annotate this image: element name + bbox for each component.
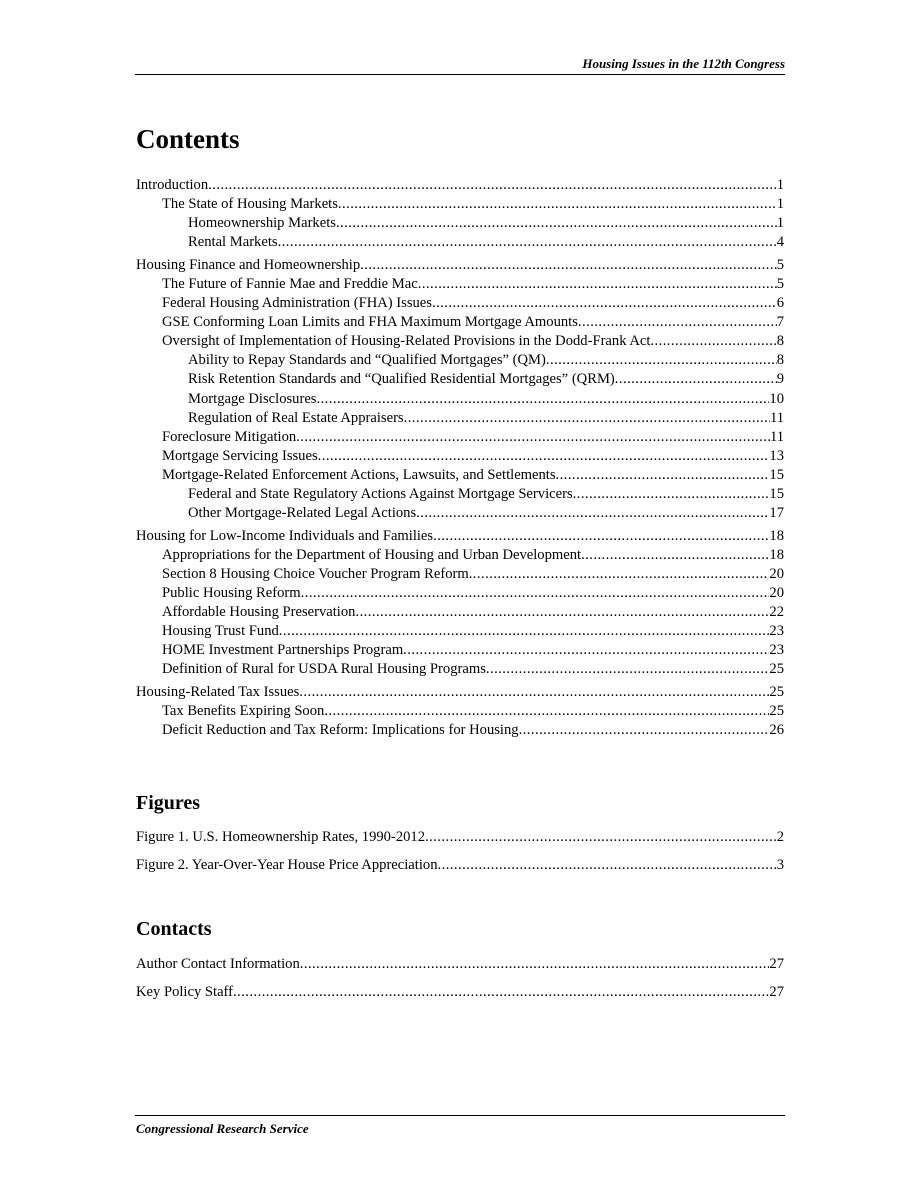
toc-entry[interactable] xyxy=(136,195,784,214)
toc-entry-page-number: 25 xyxy=(769,703,784,720)
toc-entry-label: Mortgage Servicing Issues xyxy=(162,447,318,464)
toc-entry[interactable] xyxy=(136,721,784,740)
dot-leader xyxy=(360,256,777,275)
toc-entry[interactable] xyxy=(136,447,784,466)
toc-entry-page-number: 6 xyxy=(776,295,784,312)
toc-entry[interactable] xyxy=(136,584,784,603)
toc-entry[interactable] xyxy=(136,275,784,294)
dot-leader xyxy=(432,294,777,313)
toc-entry[interactable] xyxy=(136,683,784,702)
dot-leader xyxy=(425,823,777,851)
dot-leader xyxy=(486,660,770,679)
toc-entry[interactable] xyxy=(136,332,784,351)
toc-entry-label: Deficit Reduction and Tax Reform: Implications for Housing xyxy=(162,722,519,739)
toc-entry[interactable] xyxy=(136,603,784,622)
toc-entry-label: Risk Retention Standards and “Qualified Residential Mortgages” (QRM) xyxy=(188,371,615,388)
toc-entry[interactable] xyxy=(136,370,784,389)
dot-leader xyxy=(404,409,770,428)
running-footer: Congressional Research Service xyxy=(136,1121,309,1136)
toc-entry-page-number: 22 xyxy=(769,604,784,621)
dot-leader xyxy=(581,546,769,565)
contacts-list xyxy=(136,950,784,1006)
toc-entry-label: Author Contact Information xyxy=(136,956,300,972)
toc-entry-label: Rental Markets xyxy=(188,234,278,251)
dot-leader xyxy=(299,683,769,702)
toc-entry-label: Housing Trust Fund xyxy=(162,623,279,640)
dot-leader xyxy=(519,721,770,740)
toc-entry-page-number: 20 xyxy=(769,565,784,582)
toc-entry-label: Introduction xyxy=(136,177,209,193)
toc-entry-page-number: 7 xyxy=(776,314,784,331)
toc-entry-page-number: 2 xyxy=(776,829,784,845)
toc-entry-label: Ability to Repay Standards and “Qualified Mortgages” (QM) xyxy=(188,352,546,369)
toc-entry-page-number: 8 xyxy=(776,352,784,369)
toc-entry-label: Definition of Rural for USDA Rural Housing Programs xyxy=(162,661,486,678)
toc-entry[interactable] xyxy=(136,176,784,195)
toc-entry[interactable] xyxy=(136,485,784,504)
contacts-heading: Contacts xyxy=(136,918,212,940)
toc-entry-label: Regulation of Real Estate Appraisers xyxy=(188,409,404,426)
dot-leader xyxy=(318,447,770,466)
toc-entry[interactable] xyxy=(136,351,784,370)
toc-entry-page-number: 20 xyxy=(769,584,784,601)
dot-leader xyxy=(336,214,777,233)
dot-leader xyxy=(438,851,777,879)
dot-leader xyxy=(573,485,770,504)
toc-entry-page-number: 15 xyxy=(769,466,784,483)
toc-entry-page-number: 1 xyxy=(776,196,784,213)
toc-entry-page-number: 10 xyxy=(769,390,784,407)
toc-entry-label: The Future of Fannie Mae and Freddie Mac xyxy=(162,275,418,292)
toc-entry[interactable] xyxy=(136,702,784,721)
toc-entry-page-number: 26 xyxy=(769,722,784,739)
toc-entry[interactable] xyxy=(136,527,784,546)
toc-entry[interactable] xyxy=(136,233,784,252)
dot-leader xyxy=(469,565,770,584)
toc-entry[interactable] xyxy=(136,851,784,879)
contents-list xyxy=(136,176,784,740)
dot-leader xyxy=(279,622,770,641)
dot-leader xyxy=(556,466,770,485)
dot-leader xyxy=(615,370,777,389)
toc-entry-label: Figure 2. Year-Over-Year House Price Appreciation xyxy=(136,857,438,873)
toc-entry-label: Housing for Low-Income Individuals and Families xyxy=(136,527,434,544)
toc-entry[interactable] xyxy=(136,565,784,584)
toc-entry-label: Homeownership Markets xyxy=(188,215,336,232)
dot-leader xyxy=(208,176,777,195)
toc-entry-page-number: 18 xyxy=(769,527,784,544)
dot-leader xyxy=(233,978,769,1006)
toc-entry[interactable] xyxy=(136,313,784,332)
dot-leader xyxy=(316,390,769,409)
toc-entry-label: Federal and State Regulatory Actions Against Mortgage Servicers xyxy=(188,486,573,502)
toc-entry-page-number: 17 xyxy=(769,505,784,522)
toc-entry-page-number: 8 xyxy=(776,333,784,350)
toc-entry[interactable] xyxy=(136,409,784,428)
dot-leader xyxy=(650,332,776,351)
toc-entry[interactable] xyxy=(136,978,784,1006)
figures-list xyxy=(136,823,784,879)
toc-entry-label: Section 8 Housing Choice Voucher Program Reform xyxy=(162,565,469,582)
toc-entry-page-number: 1 xyxy=(776,177,784,193)
toc-entry-label: GSE Conforming Loan Limits and FHA Maximum Mortgage Amounts xyxy=(162,314,578,331)
toc-entry-page-number: 25 xyxy=(769,683,784,700)
toc-entry[interactable] xyxy=(136,660,784,679)
toc-entry[interactable] xyxy=(136,294,784,313)
toc-entry[interactable] xyxy=(136,390,784,409)
toc-entry[interactable] xyxy=(136,428,784,447)
dot-leader xyxy=(278,233,777,252)
dot-leader xyxy=(338,195,777,214)
toc-entry[interactable] xyxy=(136,950,784,978)
dot-leader xyxy=(416,504,769,523)
toc-entry[interactable] xyxy=(136,823,784,851)
toc-entry[interactable] xyxy=(136,504,784,523)
toc-entry-label: Federal Housing Administration (FHA) Issues xyxy=(162,295,432,312)
dot-leader xyxy=(301,584,770,603)
toc-entry-page-number: 15 xyxy=(769,486,784,502)
toc-entry-page-number: 27 xyxy=(769,984,784,1000)
toc-entry-page-number: 11 xyxy=(769,428,784,445)
dot-leader xyxy=(433,527,769,546)
dot-leader xyxy=(578,313,777,332)
dot-leader xyxy=(403,641,769,660)
toc-entry-page-number: 3 xyxy=(776,857,784,873)
toc-entry-page-number: 13 xyxy=(769,447,784,464)
toc-entry-label: Foreclosure Mitigation xyxy=(162,428,297,445)
toc-entry-label: Public Housing Reform xyxy=(162,584,301,601)
toc-entry-page-number: 27 xyxy=(769,956,784,972)
toc-entry-label: Other Mortgage-Related Legal Actions xyxy=(188,505,417,522)
toc-entry[interactable] xyxy=(136,546,784,565)
toc-entry-label: The State of Housing Markets xyxy=(162,196,338,213)
toc-entry-label: Appropriations for the Department of Housing and Urban Development xyxy=(162,546,582,563)
figures-heading: Figures xyxy=(136,792,201,814)
toc-entry-page-number: 18 xyxy=(769,546,784,563)
toc-entry[interactable] xyxy=(136,214,784,233)
dot-leader xyxy=(546,351,777,370)
toc-entry-label: Affordable Housing Preservation xyxy=(162,604,356,621)
toc-entry-page-number: 5 xyxy=(776,256,784,273)
toc-entry-label: HOME Investment Partnerships Program xyxy=(162,642,404,659)
dot-leader xyxy=(324,702,769,721)
dot-leader xyxy=(300,950,770,978)
contents-heading: Contents xyxy=(136,124,240,154)
toc-entry-page-number: 23 xyxy=(769,623,784,640)
toc-entry-label: Tax Benefits Expiring Soon xyxy=(162,703,325,720)
toc-entry-label: Mortgage Disclosures xyxy=(188,390,317,407)
toc-entry-label: Mortgage-Related Enforcement Actions, Lawsuits, and Settlements xyxy=(162,466,556,483)
dot-leader xyxy=(355,603,769,622)
header-rule xyxy=(135,74,785,75)
toc-entry-page-number: 1 xyxy=(776,215,784,232)
toc-entry-label: Oversight of Implementation of Housing-Related Provisions in the Dodd-Frank Act xyxy=(162,333,651,350)
dot-leader xyxy=(418,275,777,294)
toc-entry[interactable] xyxy=(136,622,784,641)
toc-entry[interactable] xyxy=(136,641,784,660)
toc-entry-page-number: 9 xyxy=(776,371,784,388)
toc-entry-label: Key Policy Staff xyxy=(136,984,234,1000)
toc-entry-page-number: 11 xyxy=(769,409,784,426)
running-header: Housing Issues in the 112th Congress xyxy=(582,56,785,71)
toc-entry-page-number: 23 xyxy=(769,642,784,659)
toc-entry-label: Housing Finance and Homeownership xyxy=(136,256,361,273)
toc-entry[interactable] xyxy=(136,466,784,485)
toc-entry-page-number: 5 xyxy=(776,275,784,292)
toc-entry-label: Figure 1. U.S. Homeownership Rates, 1990-2012 xyxy=(136,829,426,845)
toc-entry-page-number: 4 xyxy=(776,234,784,251)
toc-entry-label: Housing-Related Tax Issues xyxy=(136,683,300,700)
toc-entry[interactable] xyxy=(136,256,784,275)
footer-rule xyxy=(135,1115,785,1116)
toc-entry-page-number: 25 xyxy=(769,661,784,678)
dot-leader xyxy=(296,428,770,447)
